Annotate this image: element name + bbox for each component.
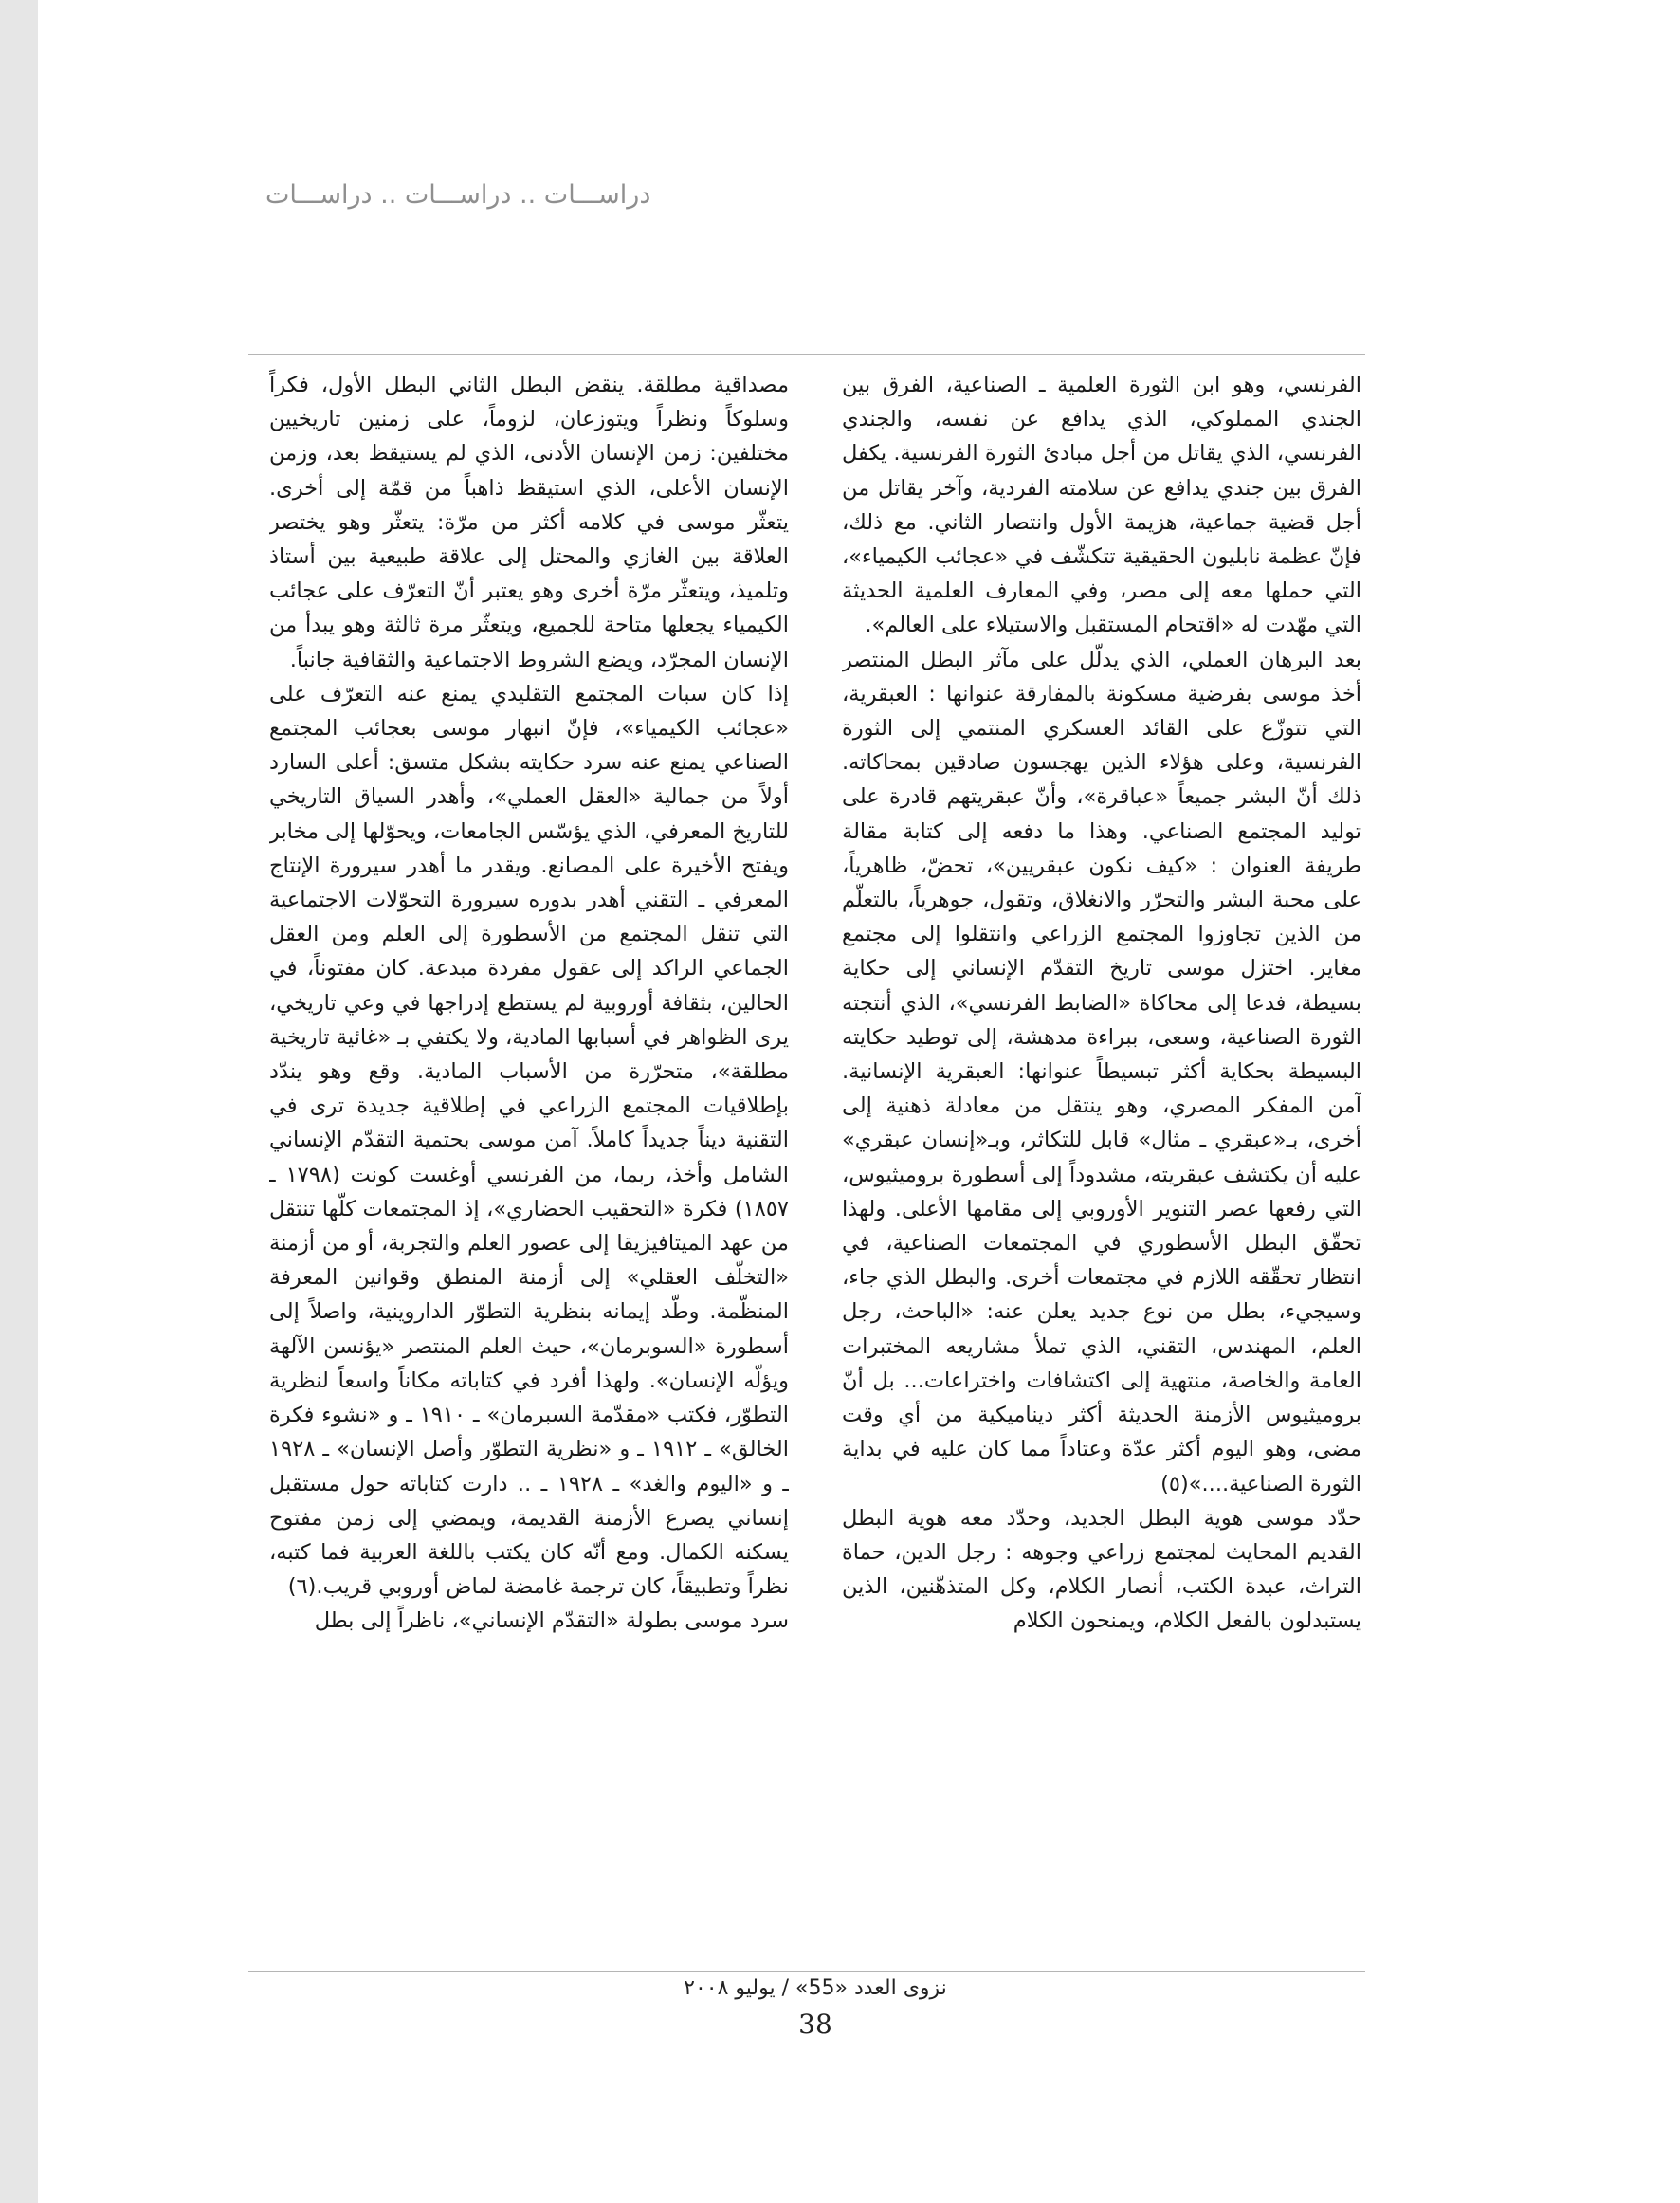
- paragraph: بعد البرهان العملي، الذي يدلّل على مآثر البطل المنتصر أخذ موسى بفرضية مسكونة بالمفارقة عنوانها : العبقرية، التي تتوزّع على القائد العسكري المنتمي إلى الثورة الفرنسية، وعلى هؤلاء الذين يهجسون صادقين بمحاكاته. ذلك أنّ البشر جميعاً «عباقرة»، وأنّ عبقريتهم قادرة على توليد المجتمع الصناعي. وهذا ما دفعه إلى كتابة مقالة طريفة العنوان : «كيف نكون عبقريين»، تحضّ، ظاهرياً، على محبة البشر والتحرّر والانغلاق، وتقول، جوهرياً، بالتعلّم من الذين تجاوزوا المجتمع الزراعي وانتقلوا إلى مجتمع مغاير. اختزل موسى تاريخ التقدّم الإنساني إلى حكاية بسيطة، فدعا إلى محاكاة «الضابط الفرنسي»، الذي أنتجته الثورة الصناعية، وسعى، ببراءة مدهشة، إلى توطيد حكايته البسيطة بحكاية أكثر تبسيطاً عنوانها: العبقرية الإنسانية. آمن المفكر المصري، وهو ينتقل من معادلة ذهنية إلى أخرى، بـ«عبقري ـ مثال» قابل للتكاثر، وبـ«إنسان عبقري» عليه أن يكتشف عبقريته، مشدوداً إلى أسطورة بروميثيوس، التي رفعها عصر التنوير الأوروبي إلى مقامها الأعلى. ولهذا تحقّق البطل الأسطوري في المجتمعات الصناعية، في انتظار تحقّقه اللازم في مجتمعات أخرى. والبطل الذي جاء، وسيجيء، بطل من نوع جديد يعلن عنه: «الباحث، رجل العلم، المهندس، التقني، الذي تملأ مشاريعه المختبرات العامة والخاصة، منتهية إلى اكتشافات واختراعات... بل أنّ بروميثيوس الأزمنة الحديثة أكثر ديناميكية من أي وقت مضى، وهو اليوم أكثر عدّة وعتاداً مما كان عليه في بداية الثورة الصناعية....»(٥): [842, 647, 1361, 1496]
- paragraph: الفرنسي، وهو ابن الثورة العلمية ـ الصناعية، الفرق بين الجندي المملوكي، الذي يدافع عن نفسه، والجندي الفرنسي، الذي يقاتل من أجل مبادئ الثورة الفرنسية. يكفل الفرق بين جندي يدافع عن سلامته الفردية، وآخر يقاتل من أجل قضية جماعية، هزيمة الأول وانتصار الثاني. مع ذلك، فإنّ عظمة نابليون الحقيقية تتكشّف في «عجائب الكيمياء»، التي حملها معه إلى مصر، وفي المعارف العلمية الحديثة التي مهّدت له «اقتحام المستقبل والاستيلاء على العالم».: [842, 373, 1361, 638]
- paragraph: إذا كان سبات المجتمع التقليدي يمنع عنه التعرّف على «عجائب الكيمياء»، فإنّ انبهار موسى بعجائب المجتمع الصناعي يمنع عنه سرد حكايته بشكل متسق: أعلى السارد أولاً من جمالية «العقل العملي»، وأهدر السياق التاريخي للتاريخ المعرفي، الذي يؤسّس الجامعات، ويحوّلها إلى مخابر ويفتح الأخيرة على المصانع. ويقدر ما أهدر سيرورة الإنتاج المعرفي ـ التقني أهدر بدوره سيرورة التحوّلات الاجتماعية التي تنقل المجتمع من الأسطورة إلى العلم ومن العقل الجماعي الراكد إلى عقول مفردة مبدعة. كان مفتوناً، في الحالين، بثقافة أوروبية لم يستطع إدراجها في وعي تاريخي، يرى الظواهر في أسبابها المادية، ولا يكتفي بـ «غائية تاريخية مطلقة»، متحرّرة من الأسباب المادية. وقع وهو يندّد بإطلاقيات المجتمع الزراعي في إطلاقية جديدة ترى في التقنية ديناً جديداً كاملاً. آمن موسى بحتمية التقدّم الإنساني الشامل وأخذ، ربما، من الفرنسي أوغست كونت (١٧٩٨ ـ ١٨٥٧) فكرة «التحقيب الحضاري»، إذ المجتمعات كلّها تنتقل من عهد الميتافيزيقا إلى عصور العلم والتجربة، أو من أزمنة «التخلّف العقلي» إلى أزمنة المنطق وقوانين المعرفة المنظّمة. وطّد إيمانه بنظرية التطوّر الداروينية، واصلاً إلى أسطورة «السوبرمان»، حيث العلم المنتصر «يؤنسن الآلهة ويؤلّه الإنسان». ولهذا أفرد في كتاباته مكاناً واسعاً لنظرية التطوّر، فكتب «مقدّمة السبرمان» ـ ١٩١٠ ـ و «نشوء فكرة الخالق» ـ ١٩١٢ ـ و «نظرية التطوّر وأصل الإنسان» ـ ١٩٢٨ ـ و «اليوم والغد» ـ ١٩٢٨ ـ .. دارت كتاباته حول مستقبل إنساني يصرع الأزمنة القديمة، ويمضي إلى زمن مفتوح يسكنه الكمال. ومع أنّه كان يكتب باللغة العربية فما كتبه، نظراً وتطبيقاً، كان ترجمة غامضة لماض أوروبي قريب.(٦): [269, 681, 789, 1600]
- paragraph: سرد موسى بطولة «التقدّم الإنساني»، ناظراً إلى بطل: [314, 1608, 789, 1634]
- right-text-column: [842, 368, 1361, 1971]
- paragraph: حدّد موسى هوية البطل الجديد، وحدّد معه هوية البطل القديم المحايث لمجتمع زراعي وجوهه : رجل الدين، حماة التراث، عبدة الكتب، أنصار الكلام، وكل المتذهّنين، الذين يستبدلون بالفعل الكلام، ويمنحون الكلام: [842, 1505, 1361, 1634]
- header-divider: [248, 354, 1365, 355]
- footer-divider: [248, 1971, 1365, 1972]
- left-text-column: [269, 368, 789, 1971]
- running-header: دراســـات .. دراســـات .. دراســـات: [265, 180, 651, 210]
- issue-info: نزوى العدد «55» / يوليو ٢٠٠٨: [684, 1976, 947, 2000]
- page-number: 38: [798, 2009, 832, 2040]
- paragraph: مصداقية مطلقة. ينقض البطل الثاني البطل الأول، فكراً وسلوكاً ونظراً ويتوزعان، لزوماً، على زمنين تاريخيين مختلفين: زمن الإنسان الأدنى، الذي لم يستيقظ بعد، وزمن الإنسان الأعلى، الذي استيقظ ذاهباً من قمّة إلى أخرى. يتعثّر موسى في كلامه أكثر من مرّة: يتعثّر وهو يختصر العلاقة بين الغازي والمحتل إلى علاقة طبيعية بين أستاذ وتلميذ، ويتعثّر مرّة أخرى وهو يعتبر أنّ التعرّف على عجائب الكيمياء يجعلها متاحة للجميع، ويتعثّر مرة ثالثة وهو يبدأ من الإنسان المجرّد، ويضع الشروط الاجتماعية والثقافية جانباً.: [269, 373, 789, 672]
- page-edge-margin: [0, 0, 38, 2203]
